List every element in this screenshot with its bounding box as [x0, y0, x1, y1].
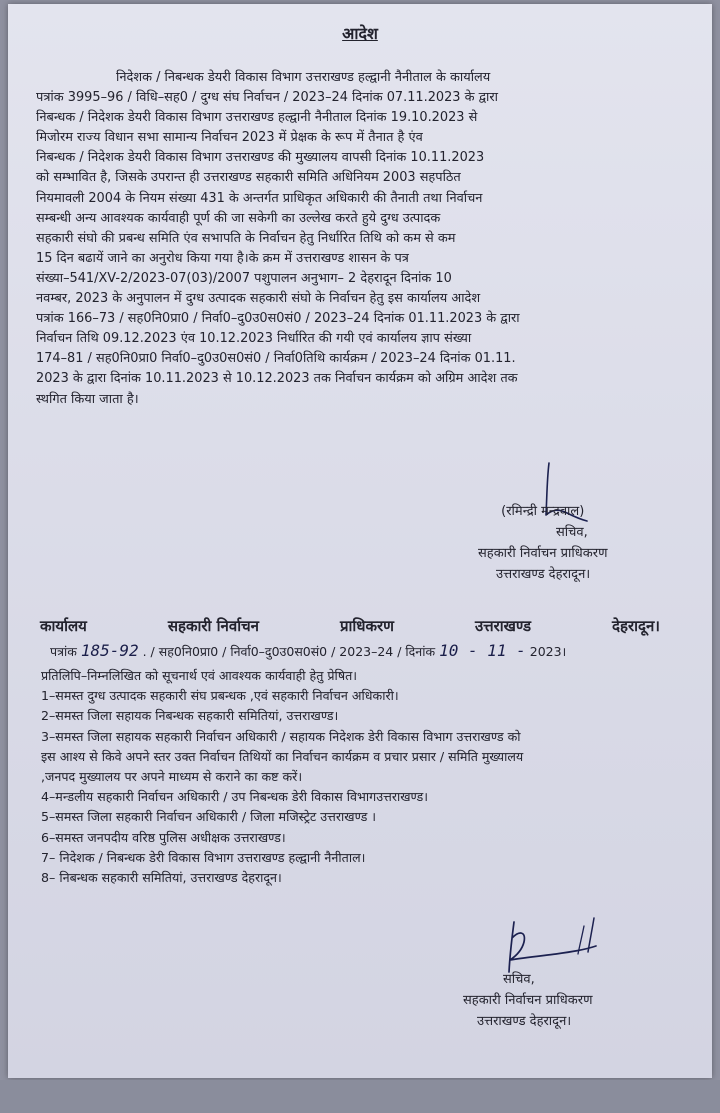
order-paragraph [36, 68, 676, 410]
paragraph-line: 15 दिन बढायें जाने का अनुरोध किया गया है।के क्रम में उत्तराखण्ड शासन के पत्र [36, 250, 409, 266]
paragraph-line: 2023 के द्वारा दिनांक 10.11.2023 से 10.12.2023 तक निर्वाचन कार्यक्रम को अग्रिम आदेश तक [36, 371, 518, 387]
paragraph-line: निर्वाचन तिथि 09.12.2023 एंव 10.12.2023 निर्धारित की गयी एवं कार्यालय ज्ञाप संख्या [36, 331, 472, 347]
paragraph-line: को सम्भावित है, जिसके उपरान्त ही उत्तराखण्ड सहकारी समिति अधिनियम 2003 सहपठित [36, 170, 461, 186]
paragraph-line: संख्या–541/XV-2/2023-07(03)/2007 पशुपालन अनुभाग– 2 देहरादून दिनांक 10 [36, 270, 452, 286]
signatory-name: (रमिन्द्री मन्द्रवाल) [501, 504, 585, 519]
list-item: 6–समस्त जनपदीय वरिष्ठ पुलिस अधीक्षक उत्तराखण्ड। [41, 829, 286, 845]
paragraph-line: पत्रांक 166–73 / सह0नि0प्रा0 / निर्वा0–दु0उ0स0सं0 / 2023–24 दिनांक 01.11.2023 के द्वारा [36, 311, 520, 327]
signatory-office: सहकारी निर्वाचन प्राधिकरण [463, 993, 593, 1008]
paragraph-line: स्थगित किया जाता है। [36, 391, 139, 407]
office-heading [40, 616, 660, 636]
office-heading-word: कार्यालय [40, 617, 87, 635]
paragraph-line: 174–81 / सह0नि0प्रा0 निर्वा0–दु0उ0स0सं0 / निर्वा0तिथि कार्यक्रम / 2023–24 दिनांक 01.11. [36, 351, 516, 367]
reference-prefix: पत्रांक [50, 644, 77, 659]
signatory-place: उत्तराखण्ड देहरादून। [496, 567, 591, 582]
office-heading-word: देहरादून। [612, 617, 660, 635]
list-item: 3–समस्त जिला सहायक सहकारी निर्वाचन अधिकारी / सहायक निदेशक डेरी विकास विभाग उत्तराखण्ड को [41, 728, 521, 744]
list-item: 4–मन्डलीय सहकारी निर्वाचन अधिकारी / उप निबन्धक डेरी विकास विभागउत्तराखण्ड। [41, 789, 429, 805]
paragraph-line: नियमावली 2004 के नियम संख्या 431 के अन्तर्गत प्राधिकृत अधिकारी की तैनाती तथा निर्वाचन [36, 190, 483, 206]
signatory-designation: सचिव, [556, 525, 588, 540]
paragraph-line: सहकारी संघो की प्रबन्ध समिति एंव सभापति के निर्वाचन हेतु निर्धारित तिथि को कम से कम [36, 230, 456, 246]
list-item: 2–समस्त जिला सहायक निबन्धक सहकारी समितियां, उत्तराखण्ड। [41, 708, 339, 724]
paragraph-line: नवम्बर, 2023 के अनुपालन में दुग्ध उत्पादक सहकारी संघो के निर्वाचन हेतु इस कार्यालय आदेश [36, 291, 481, 307]
signature-block-1 [478, 501, 607, 585]
order-title: आदेश [342, 24, 378, 43]
paragraph-line: निदेशक / निबन्धक डेयरी विकास विभाग उत्तराखण्ड हल्द्वानी नैनीताल के कार्यालय [116, 70, 491, 85]
copy-list [41, 666, 681, 888]
reference-middle: . / सह0नि0प्रा0 / निर्वा0–दु0उ0स0सं0 / 2023–24 / दिनांक [142, 644, 436, 659]
office-heading-word: प्राधिकरण [339, 617, 394, 635]
reference-year: 2023। [529, 644, 567, 659]
list-item: 8– निबन्धक सहकारी समितियां, उत्तराखण्ड देहरादून। [41, 870, 282, 886]
signatory-place: उत्तराखण्ड देहरादून। [477, 1014, 572, 1029]
office-heading-word: उत्तराखण्ड [475, 617, 532, 635]
list-item: 1–समस्त दुग्ध उत्पादक सहकारी संघ प्रबन्धक ,एवं सहकारी निर्वाचन अधिकारी। [41, 688, 399, 704]
paragraph-line: निबन्धक / निदेशक डेयरी विकास विभाग उत्तराखण्ड हल्द्वानी नैनीताल दिनांक 19.10.2023 से [36, 110, 478, 126]
reference-line [50, 641, 566, 660]
office-heading-word: सहकारी निर्वाचन [167, 617, 259, 635]
paragraph-line: सम्बन्धी अन्य आवश्यक कार्यवाही पूर्ण की जा सकेगी का उल्लेख करते हुये दुग्ध उत्पादक [36, 210, 441, 226]
list-item: 7– निदेशक / निबन्धक डेरी विकास विभाग उत्तराखण्ड हल्द्वानी नैनीताल। [41, 849, 366, 865]
paragraph-line: पत्रांक 3995–96 / विधि–सह0 / दुग्ध संघ निर्वाचन / 2023–24 दिनांक 07.11.2023 के द्वारा [36, 90, 498, 106]
list-item: इस आश्य से किवे अपने स्तर उक्त निर्वाचन तिथियों का निर्वाचन कार्यक्रम व प्रचार प्रसार / समिति मुख्यालय [41, 748, 524, 764]
background-strip [0, 1080, 720, 1113]
list-item: 5–समस्त जिला सहकारी निर्वाचन अधिकारी / जिला मजिस्ट्रेट उत्तराखण्ड । [41, 809, 377, 825]
signatory-designation: सचिव, [503, 972, 535, 987]
signature-block-2 [463, 969, 592, 1032]
handwritten-date: 10 - 11 - [439, 641, 526, 660]
handwritten-reference-number: 185-92 [80, 641, 139, 660]
paragraph-line: मिजोरम राज्य विधान सभा सामान्य निर्वाचन 2023 में प्रेक्षक के रूप में तैनात है एंव [36, 130, 423, 146]
list-item: ,जनपद मुख्यालय पर अपने माध्यम से कराने का कष्ट करें। [41, 769, 303, 785]
document-page [8, 4, 712, 1078]
signatory-office: सहकारी निर्वाचन प्राधिकरण [478, 546, 608, 561]
paragraph-line: निबन्धक / निदेशक डेयरी विकास विभाग उत्तराखण्ड की मुख्यालय वापसी दिनांक 10.11.2023 [36, 150, 485, 166]
copy-list-heading: प्रतिलिपि–निम्नलिखित को सूचनार्थ एवं आवश्यक कार्यवाही हेतु प्रेषित। [41, 668, 358, 683]
